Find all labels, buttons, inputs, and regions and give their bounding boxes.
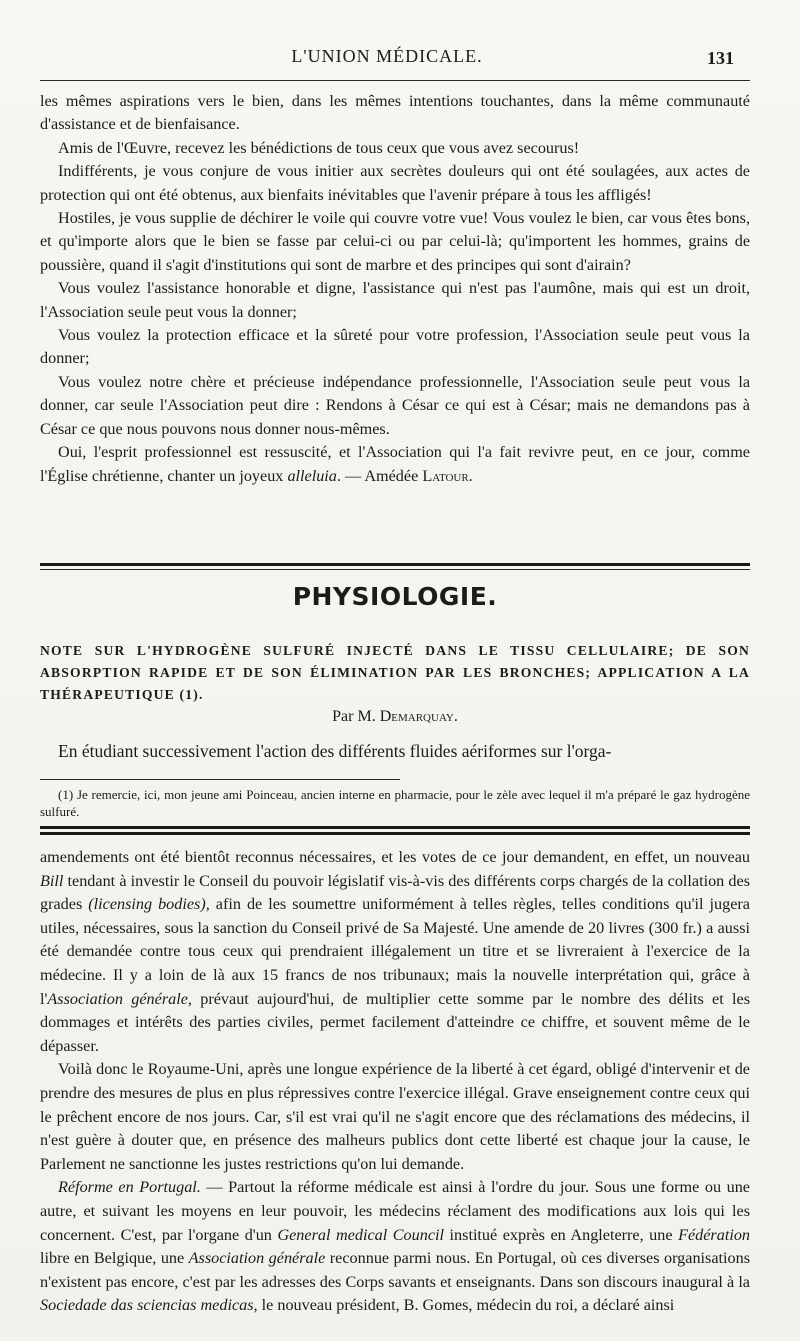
page-number: 131 xyxy=(707,48,734,68)
section-rule-top-thin xyxy=(40,569,750,570)
paragraph: Indifférents, je vous conjure de vous initier aux secrètes douleurs qui ont été soulagées, aux actes de protection qui ont été obtenus, aux bienfaits inévitables que l'avenir prépare à tous les affligés! xyxy=(40,162,750,204)
author-name: Demarquay. xyxy=(379,708,458,725)
alleluia-italic: alleluia xyxy=(287,466,337,485)
feuilleton-rule-1 xyxy=(40,826,750,829)
paragraph: amendements ont été bientôt reconnus nécessaires, et les votes de ce jour demandent, en effet, un nouveau Bill tendant à investir le Conseil du pouvoir législatif vis-à-vis des différents corps chargés de la collation des grades (licensing bodies), afin de les soumettre uniformément à telles règles, telles conditions qu'il jugera utiles, nécessaires, sous la sanction du Conseil privé de Sa Majesté. Une amende de 20 livres (300 fr.) a aussi été demandée contre tous ceux qui prendraient illégalement un titre et se livreraient à l'exercice de la médecine. Il y a loin de là aux 15 francs de nos tribunaux; mais la nouvelle interprétation qui, grâce à l'Association générale, prévaut aujourd'hui, de multiplier cette somme par le nombre des délits et les dommages et intérêts des parties civiles, permet facilement d'atteindre ce chiffre, et souvent même de le dépasser. xyxy=(40,848,751,1055)
paragraph: Vous voulez notre chère et précieuse indépendance professionnelle, l'Association seule peut vous la donner, car seule l'Association peut dire : Rendons à César ce qui est à César; mais ne demandons pas à César ce que nous pouvons nous donner nous-mêmes. xyxy=(40,372,750,438)
paragraph: Voilà donc le Royaume-Uni, après une longue expérience de la liberté à cet égard, obligé d'intervenir et de prendre des mesures de plus en plus répressives contre l'exercice illégal. Grave enseignement contre ceux qui le prêchent encore de nos jours. Car, s'il est vrai qu'il ne s'agit encore que des réclamations des médecins, il n'est guère à douter que, en présence des malheurs publics dont cette liberté est chaque jour la cause, le Parlement ne sanctionne les justes restrictions qu'on lui demande. xyxy=(40,1060,750,1173)
running-title: L'UNION MÉDICALE. xyxy=(291,46,483,66)
closing-paragraph: Oui, l'esprit professionnel est ressuscité, et l'Association qui l'a fait revivre peut, en ce jour, comme l'Église chrétienne, chanter un joyeux alleluia. — Amédée Latour. xyxy=(40,443,750,485)
paragraph: Réforme en Portugal. — Partout la réforme médicale est ainsi à l'ordre du jour. Sous une forme ou une autre, et suivant les moyens en leur pouvoir, les médecins réclament des modifications aux lois qui les concernent. C'est, par l'organe d'un General medical Council institué exprès en Angleterre, une Fédération libre en Belgique, une Association générale reconnue parmi nous. En Portugal, où ces diverses organisations n'existent pas encore, c'est par les adresses des Corps savants et enseignants. Dans son discours inaugural à la Sociedade das sciencias medicas, le nouveau président, B. Gomes, médecin du roi, a déclaré ainsi xyxy=(40,1178,751,1315)
signature: Amédée Latour. xyxy=(364,466,473,485)
section-rule-top xyxy=(40,563,750,566)
paragraph: les mêmes aspirations vers le bien, dans les mêmes intentions touchantes, dans la même communauté d'assistance et de bienfaisance. xyxy=(40,92,750,134)
footnote xyxy=(40,786,750,820)
header-rule xyxy=(40,80,750,81)
feuilleton-rule-2 xyxy=(40,832,750,835)
footnote-text: (1) Je remercie, ici, mon jeune ami Poinceau, ancien interne en pharmacie, pour le zèle avec lequel il m'a préparé le gaz hydrogène sulfuré. xyxy=(40,787,750,819)
byline: Par M. Demarquay. xyxy=(332,708,458,725)
footnote-rule xyxy=(40,779,400,780)
top-article xyxy=(40,90,750,488)
section-heading: PHYSIOLOGIE. xyxy=(292,582,498,611)
paragraph: Hostiles, je vous supplie de déchirer le voile qui couvre votre vue! Vous voulez le bien, car vous êtes bons, et qu'importe alors que le bien se fasse par celui-ci ou par celui-là; qu'importent les hommes, grains de poussière, quand il s'agit d'institutions qui sont de marbre et des principes qui sont d'airain? xyxy=(40,209,750,274)
article-opening xyxy=(40,740,750,763)
opening-line: En étudiant successivement l'action des différents fluides aériformes sur l'orga- xyxy=(58,741,612,761)
running-header xyxy=(40,46,734,74)
paragraph: Vous voulez l'assistance honorable et digne, l'assistance qui n'est pas l'aumône, mais qui est un droit, l'Association seule peut vous la donner; xyxy=(40,279,750,321)
article-title: NOTE SUR L'HYDROGÈNE SULFURÉ INJECTÉ DANS LE TISSU CELLULAIRE; DE SON ABSORPTION RAPIDE ET DE SON ÉLIMINATION PAR LES BRONCHES; APPLICATION A LA THÉRAPEUTIQUE (1). xyxy=(40,643,750,702)
paragraph: Amis de l'Œuvre, recevez les bénédictions de tous ceux que vous avez secourus! xyxy=(58,138,580,157)
paragraph: Vous voulez la protection efficace et la sûreté pour votre profession, l'Association seule peut vous la donner; xyxy=(40,326,750,368)
section-lead: Réforme en Portugal. xyxy=(58,1178,201,1197)
bottom-article xyxy=(40,846,750,1318)
